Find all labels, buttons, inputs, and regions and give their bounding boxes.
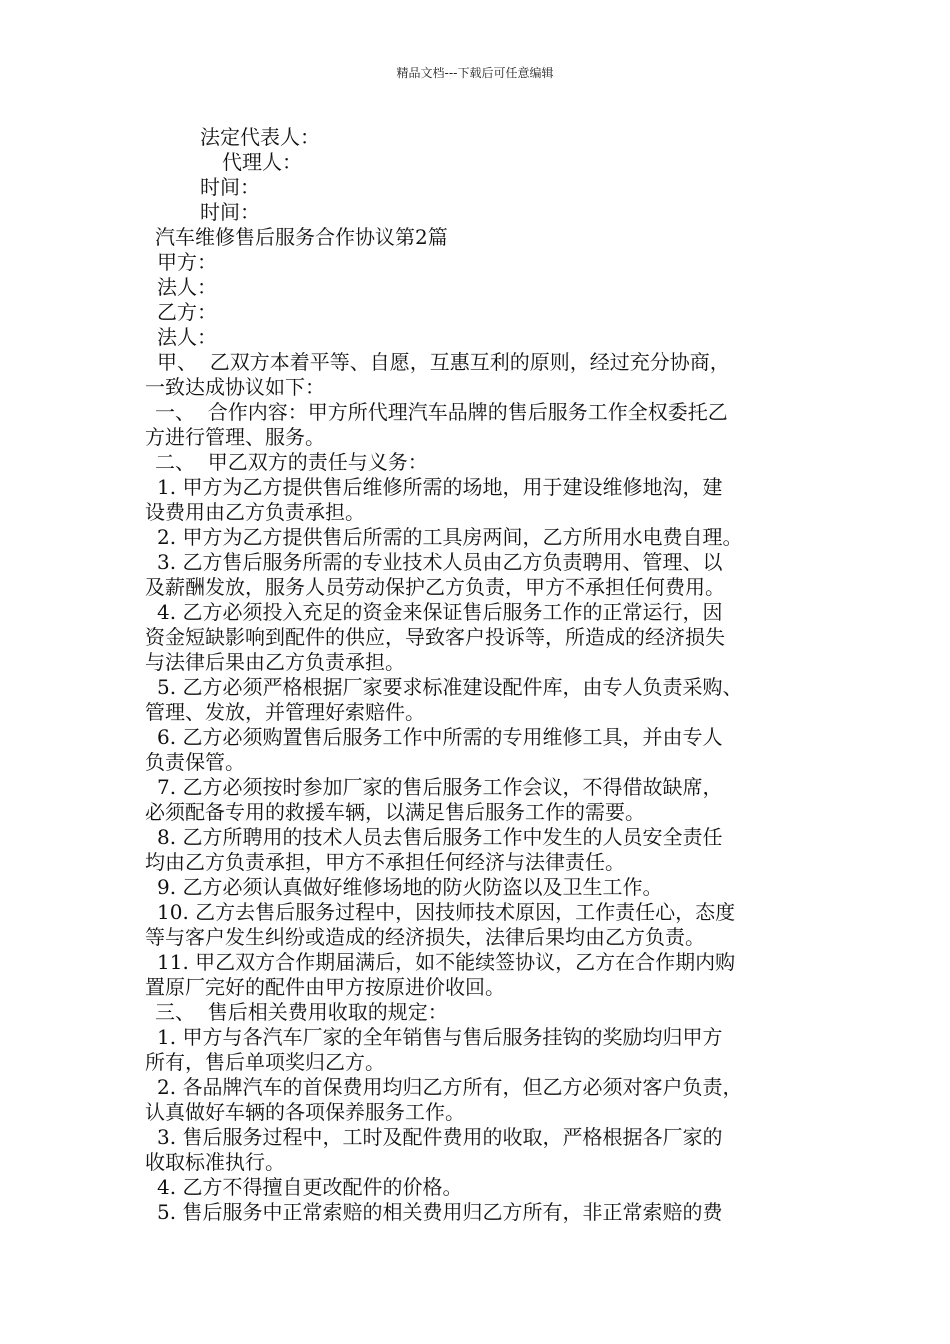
text-line: 6. 乙方必须购置售后服务工作中所需的专用维修工具，并由专人 [157,725,723,749]
text-line: 4. 乙方必须投入充足的资金来保证售后服务工作的正常运行，因 [157,600,723,624]
text-line: 设费用由乙方负责承担。 [145,500,365,524]
text-line: 1. 甲方为乙方提供售后维修所需的场地，用于建设维修地沟，建 [157,475,723,499]
text-line: 3. 售后服务过程中，工时及配件费用的收取，严格根据各厂家的 [157,1125,723,1149]
text-line: 2. 各品牌汽车的首保费用均归乙方所有，但乙方必须对客户负责， [157,1075,743,1099]
text-line: 等与客户发生纠纷或造成的经济损失，法律后果均由乙方负责。 [145,925,705,949]
text-line: 收取标准执行。 [145,1150,285,1174]
text-line: 2. 甲方为乙方提供售后所需的工具房两间，乙方所用水电费自理。 [157,525,743,549]
text-line: 与法律后果由乙方负责承担。 [145,650,405,674]
text-line: 法人： [157,275,217,299]
text-line: 3. 乙方售后服务所需的专业技术人员由乙方负责聘用、管理、以 [157,550,723,574]
text-line: 三、 售后相关费用收取的规定： [155,1000,448,1024]
text-line: 5. 乙方必须严格根据厂家要求标准建设配件库，由专人负责采购、 [157,675,743,699]
text-line: 法人： [157,325,217,349]
text-line: 管理、发放，并管理好索赔件。 [145,700,425,724]
text-line: 1. 甲方与各汽车厂家的全年销售与售后服务挂钩的奖励均归甲方 [157,1025,723,1049]
text-line: 代理人： [222,150,302,174]
text-line: 认真做好车辆的各项保养服务工作。 [145,1100,465,1124]
text-line: 时间： [200,200,260,224]
text-line: 11. 甲乙双方合作期届满后，如不能续签协议，乙方在合作期内购 [157,950,736,974]
page-header: 精品文档---下载后可任意编辑 [396,66,554,80]
text-line: 时间： [200,175,260,199]
text-line: 均由乙方负责承担，甲方不承担任何经济与法律责任。 [145,850,625,874]
text-line: 二、 甲乙双方的责任与义务： [155,450,428,474]
text-line: 一致达成协议如下： [145,375,325,399]
text-line: 资金短缺影响到配件的供应，导致客户投诉等，所造成的经济损失 [145,625,725,649]
text-line: 及薪酬发放，服务人员劳动保护乙方负责，甲方不承担任何费用。 [145,575,725,599]
text-line: 所有，售后单项奖归乙方。 [145,1050,385,1074]
text-line: 5. 售后服务中正常索赔的相关费用归乙方所有，非正常索赔的费 [157,1200,723,1224]
text-line: 方进行管理、服务。 [145,425,325,449]
text-line: 10. 乙方去售后服务过程中，因技师技术原因，工作责任心，态度 [157,900,736,924]
text-line: 负责保管。 [145,750,245,774]
text-line: 置原厂完好的配件由甲方按原进价收回。 [145,975,505,999]
text-line: 法定代表人： [200,125,320,149]
text-line: 一、 合作内容：甲方所代理汽车品牌的售后服务工作全权委托乙 [155,400,728,424]
text-line: 甲方： [157,250,217,274]
text-line: 9. 乙方必须认真做好维修场地的防火防盗以及卫生工作。 [157,875,663,899]
text-line: 4. 乙方不得擅自更改配件的价格。 [157,1175,463,1199]
text-line: 必须配备专用的救援车辆，以满足售后服务工作的需要。 [145,800,645,824]
text-line: 8. 乙方所聘用的技术人员去售后服务工作中发生的人员安全责任 [157,825,723,849]
text-line: 乙方： [157,300,217,324]
text-line: 7. 乙方必须按时参加厂家的售后服务工作会议，不得借故缺席， [157,775,723,799]
text-line: 甲、 乙双方本着平等、自愿，互惠互利的原则，经过充分协商， [157,350,730,374]
section-title: 汽车维修售后服务合作协议第2篇 [155,225,448,249]
